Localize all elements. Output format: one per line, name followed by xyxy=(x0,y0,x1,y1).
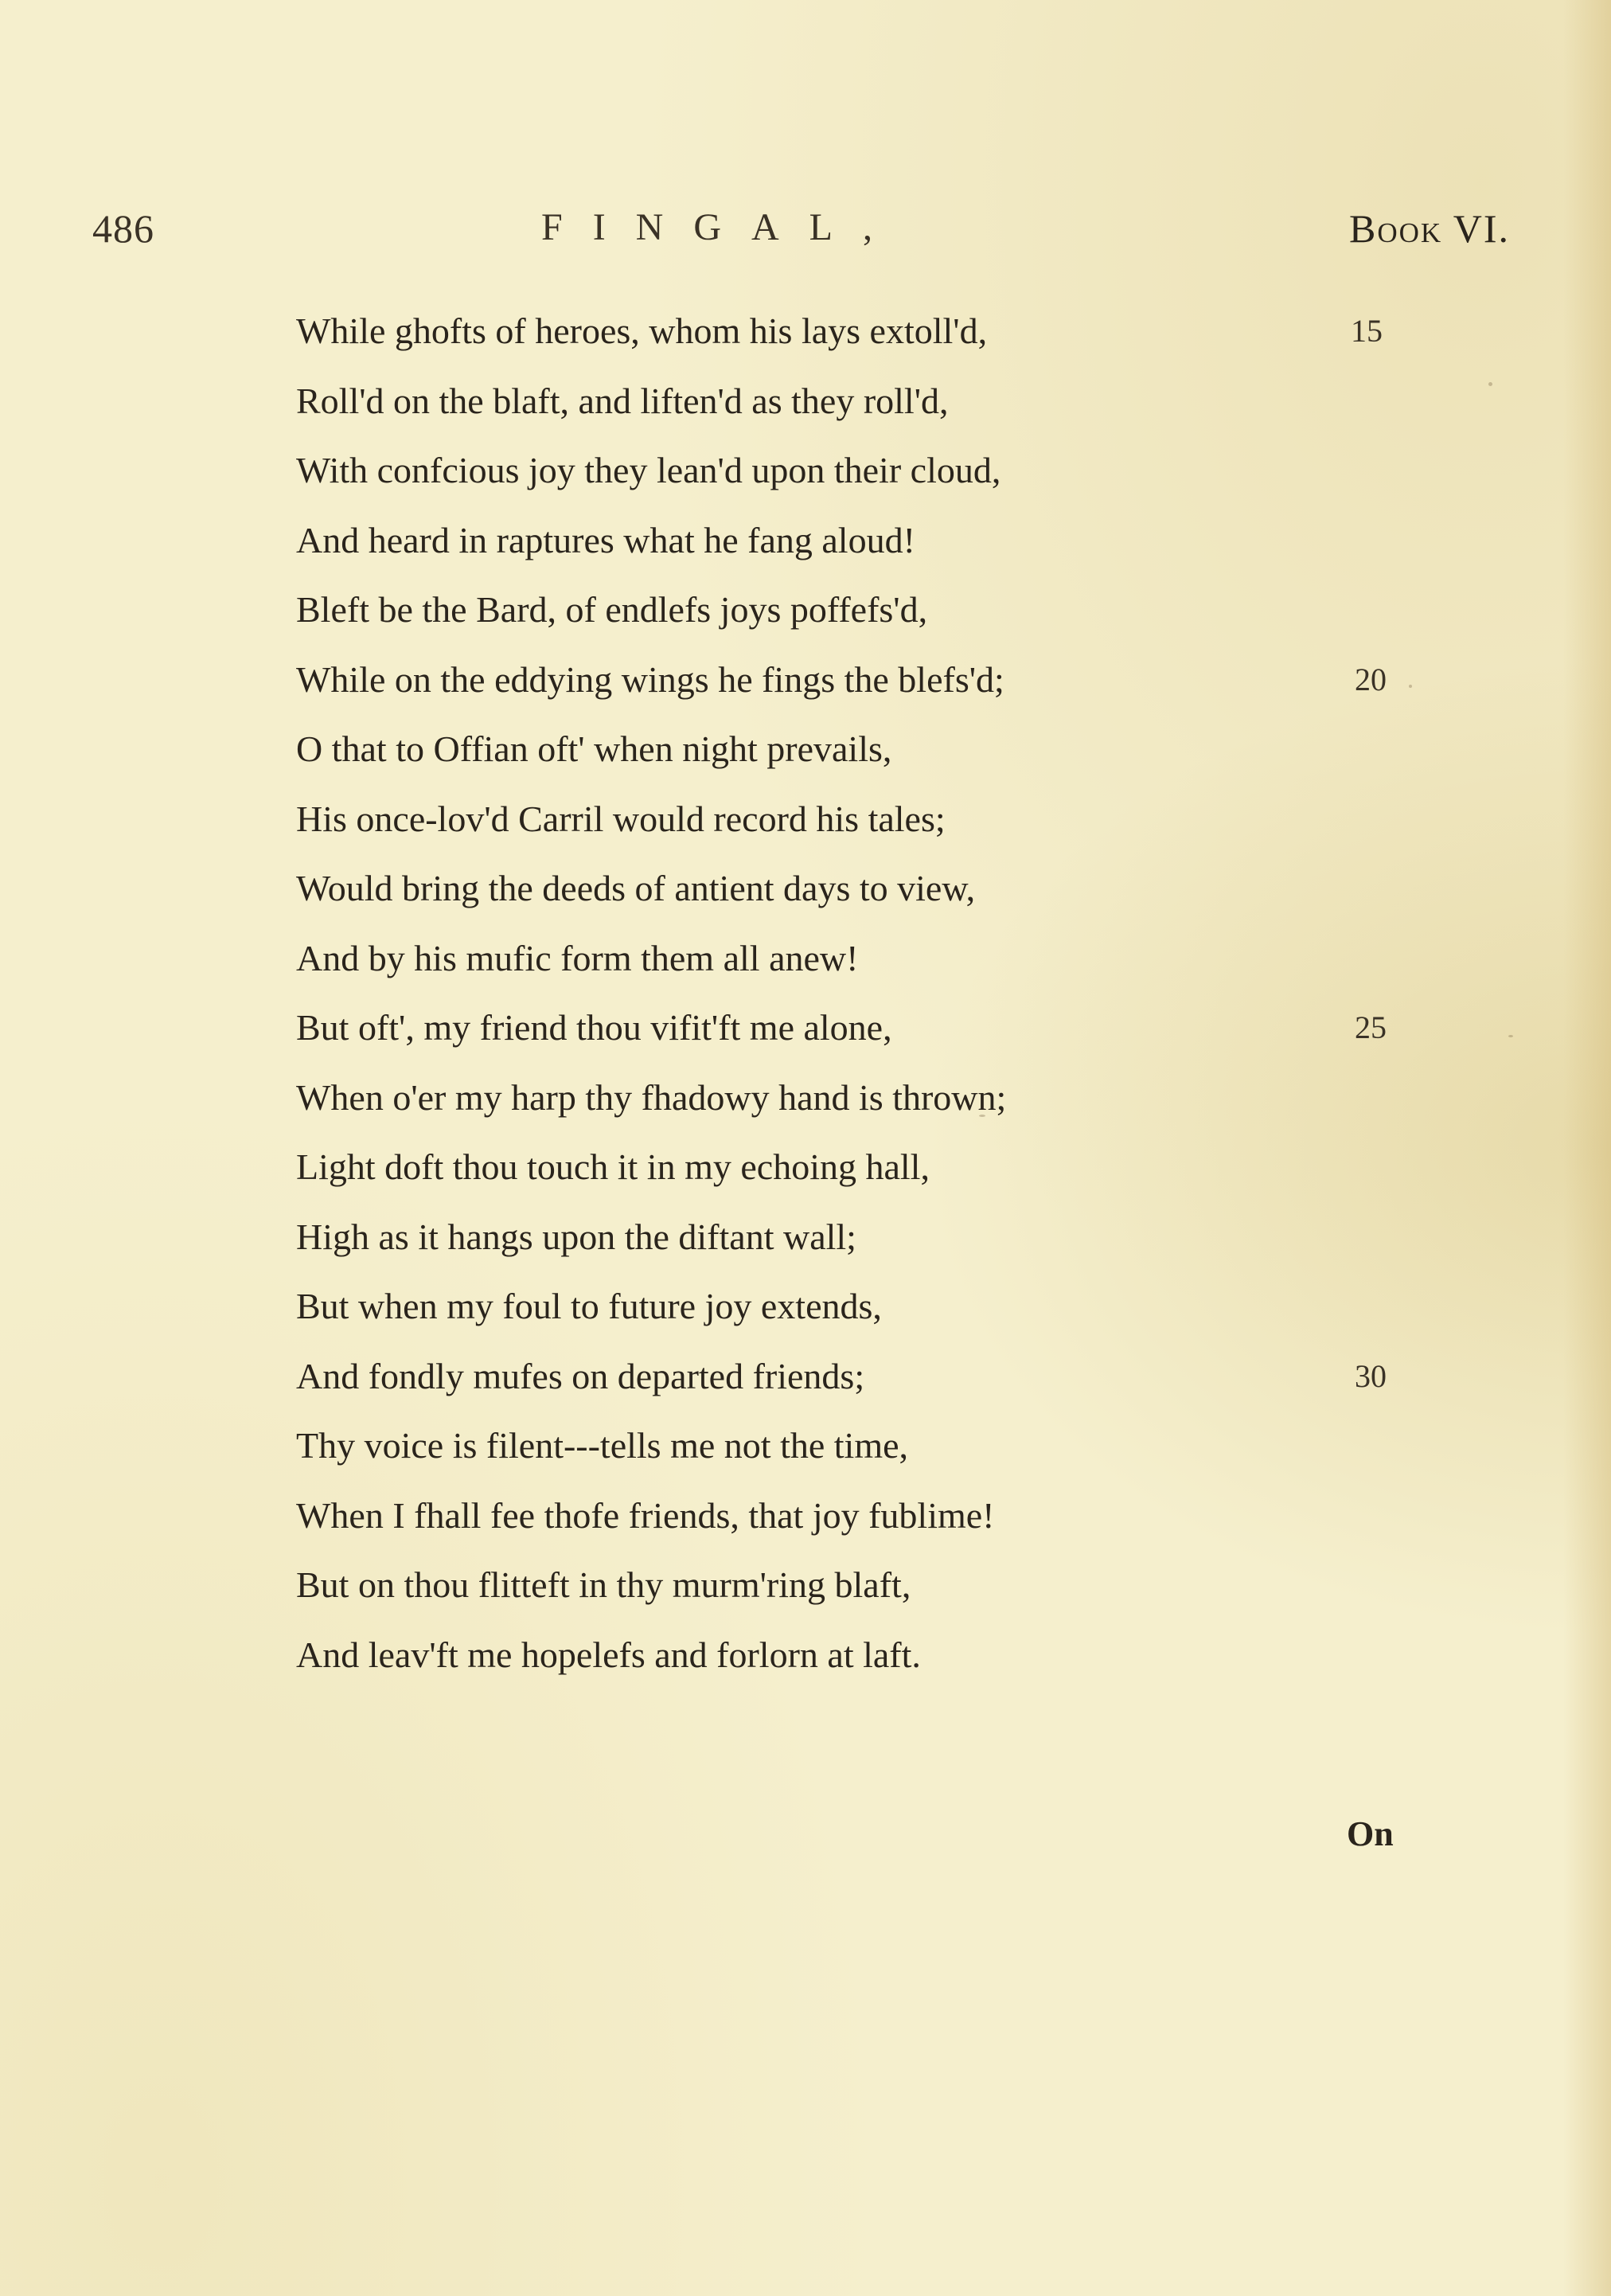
poem-line-11 xyxy=(296,1004,1387,1074)
poem-line-20 xyxy=(296,1631,1331,1701)
paper-speck xyxy=(1508,1035,1513,1037)
page-edge-shading xyxy=(1563,0,1611,2296)
running-title: FINGAL, xyxy=(541,206,903,248)
poem-line-17 xyxy=(296,1422,1331,1492)
poem-line-16 xyxy=(296,1353,1387,1423)
poem-line-text: When I fhall fee thofe friends, that joy fublime! xyxy=(296,1494,995,1536)
poem-line-text: And fondly mufes on departed friends; xyxy=(296,1355,865,1396)
poem-line-text: But oft', my friend thou vifit'ft me alone, xyxy=(296,1007,892,1048)
poem-line-13 xyxy=(296,1143,1331,1213)
page-number: 486 xyxy=(92,206,154,251)
poem-line-text: Roll'd on the blaft, and liften'd as they roll'd, xyxy=(296,380,949,421)
line-number-15: 15 xyxy=(1351,313,1383,349)
poem-line-text: And heard in raptures what he fang aloud! xyxy=(296,519,915,560)
poem-line-10 xyxy=(296,935,1331,1005)
line-number-30: 30 xyxy=(1355,1357,1387,1394)
poem-line-9 xyxy=(296,865,1331,935)
poem-line-8 xyxy=(296,795,1331,865)
poem-text xyxy=(296,307,1387,1701)
poem-line-7 xyxy=(296,725,1331,795)
poem-line-text: While on the eddying wings he fings the blefs'd; xyxy=(296,658,1004,700)
poem-line-1 xyxy=(296,307,1383,377)
poem-line-text: And by his mufic form them all anew! xyxy=(296,937,859,978)
poem-line-12 xyxy=(296,1074,1331,1144)
book-label: Book VI. xyxy=(1349,206,1511,251)
poem-line-text: O that to Offian oft' when night prevails, xyxy=(296,728,892,769)
page-header xyxy=(0,205,1611,253)
poem-line-text: While ghofts of heroes, whom his lays extoll'd, xyxy=(296,310,988,351)
poem-line-text: High as it hangs upon the diftant wall; xyxy=(296,1216,856,1257)
poem-line-14 xyxy=(296,1213,1331,1283)
poem-line-text: Bleft be the Bard, of endlefs joys poffefs'd, xyxy=(296,589,928,630)
poem-line-6 xyxy=(296,656,1387,726)
poem-line-19 xyxy=(296,1561,1331,1631)
catchword: On xyxy=(1347,1814,1394,1853)
poem-line-text: Thy voice is filent---tells me not the time, xyxy=(296,1425,909,1466)
poem-line-text: And leav'ft me hopelefs and forlorn at laft. xyxy=(296,1634,921,1675)
line-number-25: 25 xyxy=(1355,1009,1387,1045)
poem-line-5 xyxy=(296,586,1331,656)
poem-line-text: When o'er my harp thy fhadowy hand is thrown; xyxy=(296,1076,1007,1118)
paper-speck xyxy=(1409,685,1412,688)
paper-speck xyxy=(1488,382,1492,386)
poem-line-text: Light doft thou touch it in my echoing hall, xyxy=(296,1146,930,1187)
poem-line-text: His once-lov'd Carril would record his tales; xyxy=(296,798,946,839)
poem-line-4 xyxy=(296,517,1331,587)
poem-line-18 xyxy=(296,1492,1331,1562)
poem-line-3 xyxy=(296,447,1331,517)
poem-line-text: With confcious joy they lean'd upon their cloud, xyxy=(296,450,1001,490)
poem-line-15 xyxy=(296,1283,1331,1353)
poem-line-text: But on thou flitteft in thy murm'ring blaft, xyxy=(296,1564,911,1605)
poem-line-text: Would bring the deeds of antient days to view, xyxy=(296,868,976,908)
line-number-20: 20 xyxy=(1355,661,1387,697)
poem-line-2 xyxy=(296,377,1331,447)
poem-line-text: But when my foul to future joy extends, xyxy=(296,1286,882,1326)
